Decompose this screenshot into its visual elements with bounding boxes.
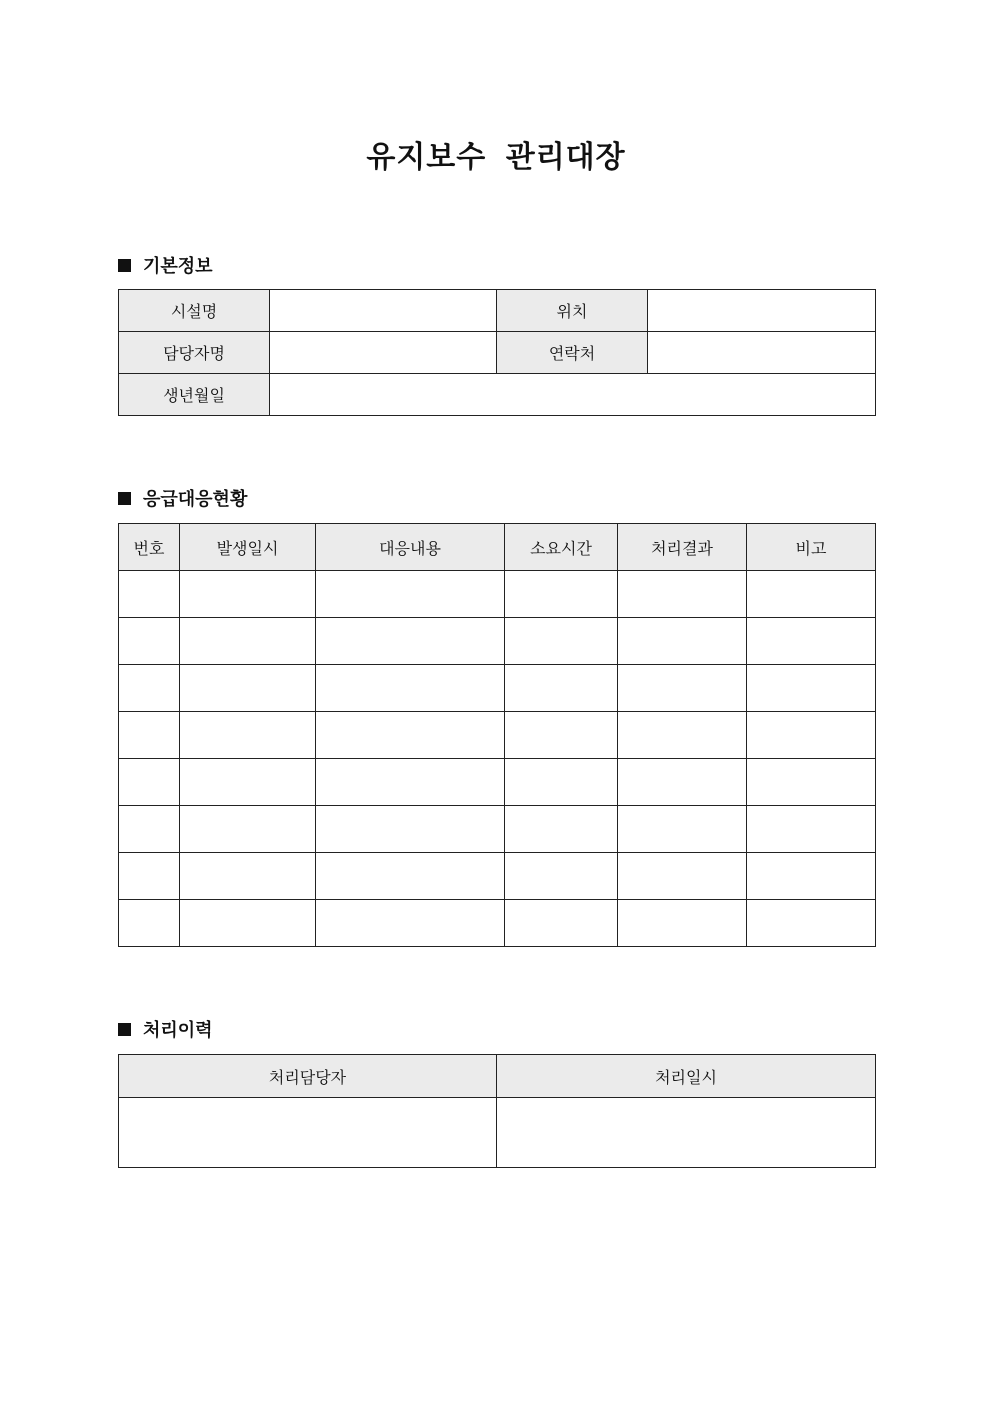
table-cell[interactable] xyxy=(747,712,876,759)
column-header-processed-at: 처리일시 xyxy=(497,1055,876,1098)
table-row xyxy=(119,900,876,947)
column-header-remarks: 비고 xyxy=(747,524,876,571)
column-header-occurred-at: 발생일시 xyxy=(180,524,316,571)
table-cell[interactable] xyxy=(119,900,180,947)
table-cell[interactable] xyxy=(505,665,618,712)
table-header-row xyxy=(119,524,876,571)
table-cell[interactable] xyxy=(618,618,747,665)
square-bullet-icon xyxy=(118,492,131,505)
table-cell[interactable] xyxy=(505,759,618,806)
facility-name-field[interactable] xyxy=(270,290,497,332)
table-cell[interactable] xyxy=(316,806,505,853)
processing-history-table xyxy=(118,1054,876,1168)
table-cell[interactable] xyxy=(618,806,747,853)
manager-name-field[interactable] xyxy=(270,332,497,374)
table-cell[interactable] xyxy=(618,900,747,947)
table-cell[interactable] xyxy=(505,712,618,759)
table-cell[interactable] xyxy=(618,759,747,806)
emergency-response-table xyxy=(118,523,876,947)
section-heading-label: 응급대응현황 xyxy=(143,489,248,510)
birthdate-label: 생년월일 xyxy=(119,374,270,416)
table-cell[interactable] xyxy=(119,806,180,853)
table-cell[interactable] xyxy=(316,618,505,665)
table-cell[interactable] xyxy=(180,571,316,618)
table-row xyxy=(119,712,876,759)
table-cell[interactable] xyxy=(180,618,316,665)
table-cell[interactable] xyxy=(505,853,618,900)
square-bullet-icon xyxy=(118,259,131,272)
contact-field[interactable] xyxy=(648,332,876,374)
table-row xyxy=(119,665,876,712)
table-cell[interactable] xyxy=(505,806,618,853)
table-cell[interactable] xyxy=(119,571,180,618)
manager-name-label: 담당자명 xyxy=(119,332,270,374)
table-cell[interactable] xyxy=(747,618,876,665)
table-row xyxy=(119,618,876,665)
handler-field[interactable] xyxy=(119,1098,497,1168)
birthdate-field[interactable] xyxy=(270,374,876,416)
table-cell[interactable] xyxy=(505,571,618,618)
table-cell[interactable] xyxy=(119,665,180,712)
table-row xyxy=(119,806,876,853)
section-heading-label: 기본정보 xyxy=(143,256,213,277)
table-row xyxy=(119,374,876,416)
table-cell[interactable] xyxy=(180,759,316,806)
column-header-duration: 소요시간 xyxy=(505,524,618,571)
column-header-response: 대응내용 xyxy=(316,524,505,571)
contact-label: 연락처 xyxy=(497,332,648,374)
basic-info-table xyxy=(118,289,876,416)
table-cell[interactable] xyxy=(747,900,876,947)
table-cell[interactable] xyxy=(618,665,747,712)
column-header-handler: 처리담당자 xyxy=(119,1055,497,1098)
processed-at-field[interactable] xyxy=(497,1098,876,1168)
column-header-number: 번호 xyxy=(119,524,180,571)
table-row xyxy=(119,853,876,900)
location-field[interactable] xyxy=(648,290,876,332)
table-row xyxy=(119,571,876,618)
section-heading-label: 처리이력 xyxy=(143,1020,213,1041)
table-cell[interactable] xyxy=(618,571,747,618)
section-heading-history xyxy=(118,1016,213,1042)
square-bullet-icon xyxy=(118,1023,131,1036)
table-cell[interactable] xyxy=(505,618,618,665)
table-cell[interactable] xyxy=(316,900,505,947)
table-cell[interactable] xyxy=(119,618,180,665)
table-cell[interactable] xyxy=(618,853,747,900)
table-cell[interactable] xyxy=(180,900,316,947)
table-cell[interactable] xyxy=(316,853,505,900)
table-cell[interactable] xyxy=(119,712,180,759)
table-row xyxy=(119,1098,876,1168)
table-cell[interactable] xyxy=(180,806,316,853)
table-cell[interactable] xyxy=(316,665,505,712)
table-cell[interactable] xyxy=(747,665,876,712)
table-cell[interactable] xyxy=(316,759,505,806)
table-row xyxy=(119,332,876,374)
table-cell[interactable] xyxy=(316,712,505,759)
table-cell[interactable] xyxy=(119,853,180,900)
table-cell[interactable] xyxy=(316,571,505,618)
table-cell[interactable] xyxy=(618,712,747,759)
facility-name-label: 시설명 xyxy=(119,290,270,332)
section-heading-emergency xyxy=(118,485,247,511)
column-header-result: 처리결과 xyxy=(618,524,747,571)
table-cell[interactable] xyxy=(505,900,618,947)
table-row xyxy=(119,290,876,332)
table-cell[interactable] xyxy=(119,759,180,806)
table-cell[interactable] xyxy=(747,853,876,900)
table-header-row xyxy=(119,1055,876,1098)
table-cell[interactable] xyxy=(180,853,316,900)
table-row xyxy=(119,759,876,806)
section-heading-basic-info xyxy=(118,252,213,278)
table-cell[interactable] xyxy=(747,759,876,806)
page-title: 유지보수 관리대장 xyxy=(366,140,626,175)
table-cell[interactable] xyxy=(180,665,316,712)
table-cell[interactable] xyxy=(747,571,876,618)
table-cell[interactable] xyxy=(747,806,876,853)
location-label: 위치 xyxy=(497,290,648,332)
table-cell[interactable] xyxy=(180,712,316,759)
